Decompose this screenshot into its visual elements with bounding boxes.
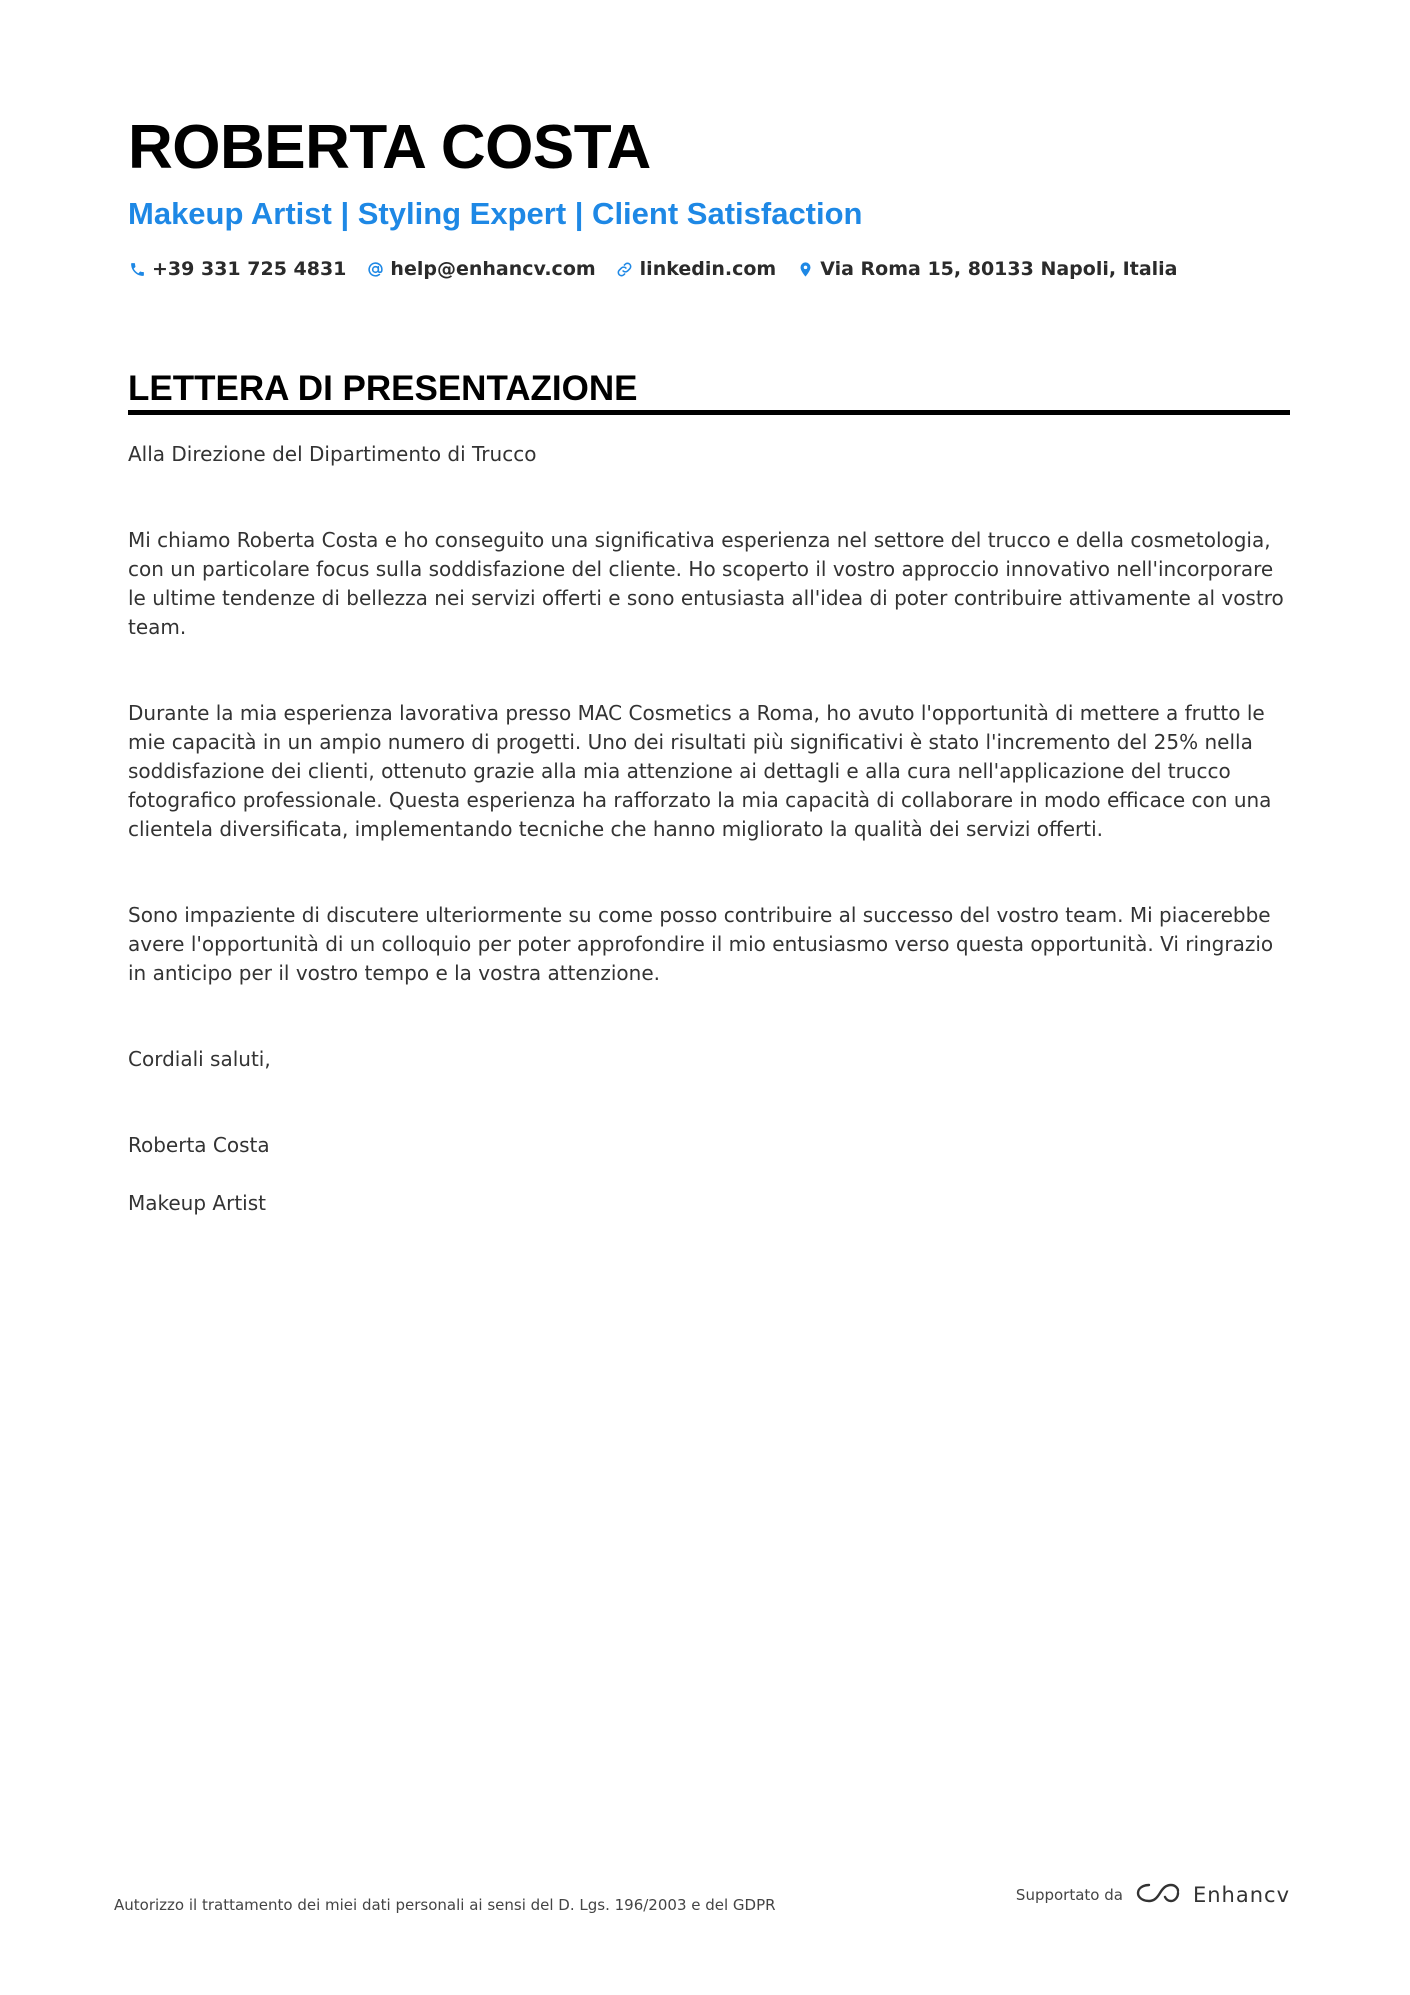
letter-greeting: Alla Direzione del Dipartimento di Trucco — [128, 442, 537, 466]
contact-email[interactable] — [366, 258, 595, 280]
candidate-headline: Makeup Artist | Styling Expert | Client Satisfaction — [128, 196, 863, 231]
brand-name: Enhancv — [1192, 1883, 1290, 1907]
section-title: LETTERA DI PRESENTAZIONE — [128, 369, 638, 408]
phone-icon — [128, 260, 146, 278]
linkedin-text: linkedin.com — [639, 258, 777, 280]
contact-linkedin[interactable] — [616, 258, 777, 280]
phone-text: +39 331 725 4831 — [152, 258, 347, 280]
address-text: Via Roma 15, 80133 Napoli, Italia — [820, 258, 1178, 280]
section-divider — [128, 410, 1290, 415]
candidate-name: ROBERTA COSTA — [128, 113, 651, 182]
supported-by-label: Supportato da — [1015, 1886, 1123, 1904]
signature-title: Makeup Artist — [128, 1191, 266, 1215]
link-icon — [616, 260, 634, 278]
contact-phone — [128, 258, 346, 280]
header — [128, 108, 1288, 280]
letter-paragraph-3: Sono impaziente di discutere ulteriormente su come posso contribuire al successo del vostro team. Mi piacerebbe avere l'opportunità di un colloquio per poter approfondire il mio entusiasmo verso questa opportunità. Vi ringrazio in anticipo per il vostro tempo e la vostra attenzione. — [128, 903, 1274, 985]
letter-body — [128, 440, 1293, 1218]
contact-address — [796, 258, 1177, 280]
email-text: help@enhancv.com — [390, 258, 596, 280]
letter-paragraph-1: Mi chiamo Roberta Costa e ho conseguito una significativa esperienza nel settore del trucco e della cosmetologia, con un particolare focus sulla soddisfazione del cliente. Ho scoperto il vostro approccio innovativo nell'incorporare le ultime tendenze di bellezza nei servizi offerti e sono entusiasta all'idea di poter contribuire attivamente al vostro team. — [128, 528, 1284, 639]
privacy-consent: Autorizzo il trattamento dei miei dati personali ai sensi del D. Lgs. 196/2003 e del GDPR — [114, 1896, 776, 1914]
footer-branding[interactable] — [1016, 1880, 1290, 1910]
contact-bar — [128, 258, 1288, 280]
letter-paragraph-2: Durante la mia esperienza lavorativa presso MAC Cosmetics a Roma, ho avuto l'opportunità di mettere a frutto le mie capacità in un ampio numero di progetti. Uno dei risultati più significativi è stato l'incremento del 25% nella soddisfazione dei clienti, ottenuto grazie alla mia attenzione ai dettagli e alla cura nell'applicazione del trucco fotografico professionale. Questa esperienza ha rafforzato la mia capacità di collaborare in modo efficace con una clientela diversificata, implementando tecniche che hanno migliorato la qualità dei servizi offerti. — [128, 701, 1272, 841]
location-pin-icon — [796, 260, 814, 278]
letter-closing: Cordiali saluti, — [128, 1047, 271, 1071]
signature-name: Roberta Costa — [128, 1133, 270, 1157]
at-icon — [366, 260, 384, 278]
enhancv-logo-icon — [1135, 1880, 1193, 1910]
